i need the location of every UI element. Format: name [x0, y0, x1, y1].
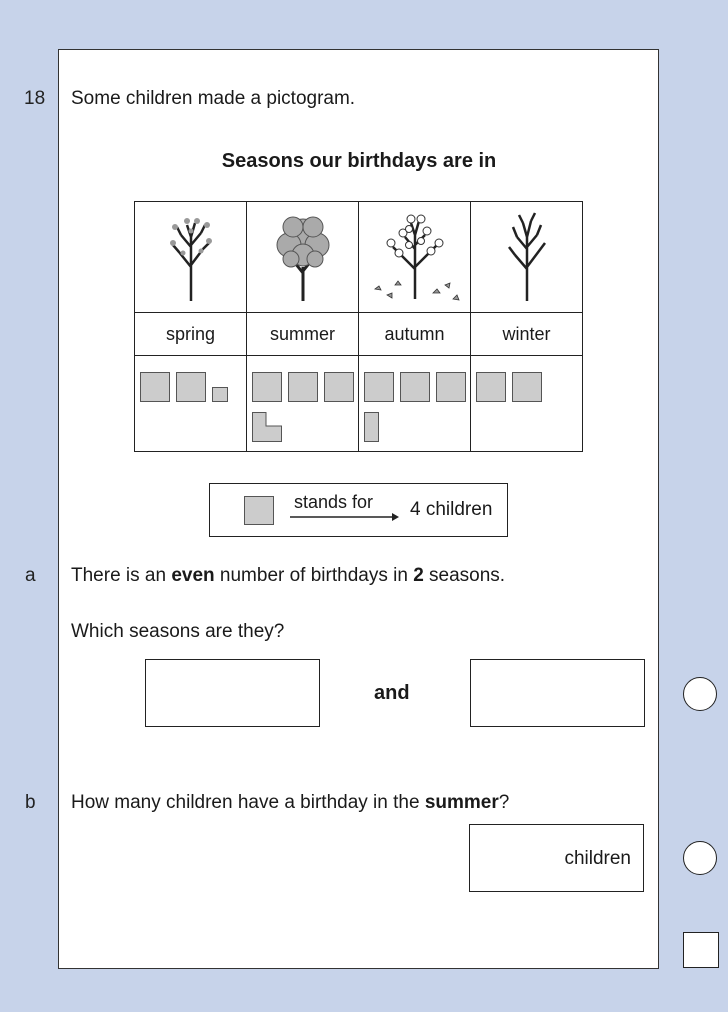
summer-icon-2 — [288, 372, 318, 402]
spring-tree-icon — [161, 207, 221, 303]
part-a-statement: There is an even number of birthdays in 2 seasons. — [71, 565, 506, 586]
part-a-question: Which seasons are they? — [71, 621, 285, 642]
key-stands-for: stands for — [294, 492, 374, 512]
key-value: 4 children — [410, 499, 493, 520]
summer-icon-3 — [324, 372, 354, 402]
key-icon — [244, 496, 274, 525]
summer-icon-1 — [252, 372, 282, 402]
part-b-label: b — [25, 792, 36, 813]
answer-box-summer-count[interactable] — [469, 824, 644, 892]
autumn-tree-cell — [359, 202, 471, 313]
summer-icon-4 — [252, 412, 282, 447]
mark-circle-b — [683, 841, 717, 875]
key-arrow-icon — [288, 512, 400, 522]
autumn-icon-4 — [364, 412, 379, 442]
winter-icon-1 — [476, 372, 506, 402]
spring-icons-cell — [135, 356, 247, 452]
part-a-label: a — [25, 565, 36, 586]
summer-tree-cell — [247, 202, 359, 313]
season-label-summer: summer — [247, 313, 359, 356]
spring-icon-1 — [140, 372, 170, 402]
and-label: and — [374, 682, 410, 704]
spring-icon-3 — [212, 387, 228, 402]
answer-box-season-1[interactable] — [145, 659, 320, 727]
autumn-icon-1 — [364, 372, 394, 402]
season-label-autumn: autumn — [359, 313, 471, 356]
winter-icons-cell — [471, 356, 583, 452]
autumn-icon-2 — [400, 372, 430, 402]
summer-tree-icon — [271, 207, 335, 303]
pictogram-title: Seasons our birthdays are in — [221, 150, 497, 172]
autumn-icon-3 — [436, 372, 466, 402]
question-intro: Some children made a pictogram. — [71, 88, 356, 109]
summer-icons-cell — [247, 356, 359, 452]
winter-tree-icon — [497, 207, 557, 303]
answer-unit: children — [564, 848, 631, 869]
autumn-icons-cell — [359, 356, 471, 452]
winter-tree-cell — [471, 202, 583, 313]
spring-tree-cell — [135, 202, 247, 313]
autumn-tree-icon — [365, 205, 465, 305]
spring-icon-2 — [176, 372, 206, 402]
mark-total-box — [683, 932, 719, 968]
mark-circle-a — [683, 677, 717, 711]
season-label-winter: winter — [471, 313, 583, 356]
answer-box-season-2[interactable] — [470, 659, 645, 727]
pictogram-table — [134, 201, 583, 452]
part-b-question: How many children have a birthday in the summer? — [71, 792, 510, 813]
question-number: 18 — [24, 88, 46, 109]
season-label-spring: spring — [135, 313, 247, 356]
pictogram-key — [209, 483, 508, 537]
winter-icon-2 — [512, 372, 542, 402]
